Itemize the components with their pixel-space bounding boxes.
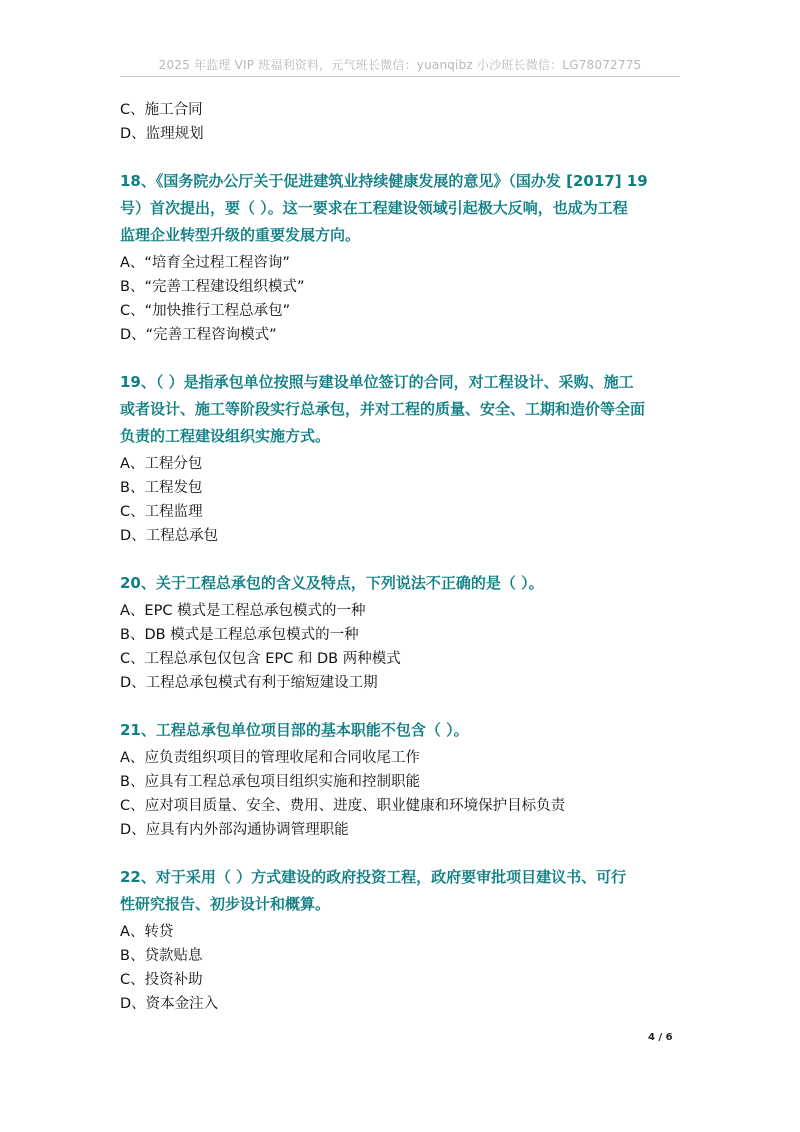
question-stem-line: 19、（ ）是指承包单位按照与建设单位签订的合同，对工程设计、采购、施工 (120, 373, 634, 391)
option-a: A、转贷 (120, 924, 174, 940)
option-d: D、资本金注入 (120, 996, 219, 1012)
question-stem (120, 168, 690, 249)
question-stem-line: 监理企业转型升级的重要发展方向。 (120, 226, 361, 244)
page-number: 4 / 6 (648, 1032, 673, 1043)
question-stem-line: 号）首次提出，要（ ）。这一要求在工程建设领域引起极大反响，也成为工程 (120, 199, 628, 217)
option-d: D、“完善工程咨询模式” (120, 327, 277, 343)
option-d: D、应具有内外部沟通协调管理职能 (120, 822, 349, 838)
question-stem (120, 717, 690, 744)
option-a: A、工程分包 (120, 456, 203, 472)
question-22 (120, 864, 690, 1016)
question-stem (120, 570, 690, 597)
option-a: A、应负责组织项目的管理收尾和合同收尾工作 (120, 750, 420, 766)
option-c: C、“加快推行工程总承包” (120, 303, 291, 319)
question-stem-line: 21、工程总承包单位项目部的基本职能不包含（ ）。 (120, 721, 469, 739)
question-stem (120, 864, 690, 918)
question-19 (120, 369, 690, 548)
option-c: C、工程监理 (120, 504, 203, 520)
option-d: D、监理规划 (120, 126, 204, 142)
option-c: C、投资补助 (120, 972, 203, 988)
question-stem (120, 369, 690, 450)
option-c: C、施工合同 (120, 102, 203, 118)
question-stem-line: 性研究报告、初步设计和概算。 (120, 895, 331, 913)
question-21 (120, 717, 690, 842)
option-b: B、应具有工程总承包项目组织实施和控制职能 (120, 774, 420, 790)
question-18 (120, 168, 690, 347)
question-stem-line: 或者设计、施工等阶段实行总承包，并对工程的质量、安全、工期和造价等全面 (120, 400, 646, 418)
question-stem-line: 22、对于采用（ ）方式建设的政府投资工程，政府要审批项目建议书、可行 (120, 868, 627, 886)
option-d: D、工程总承包模式有利于缩短建设工期 (120, 675, 378, 691)
option-d: D、工程总承包 (120, 528, 219, 544)
option-b: B、“完善工程建设组织模式” (120, 279, 305, 295)
option-c: C、工程总承包仅包含 EPC 和 DB 两种模式 (120, 651, 401, 667)
page-header: 2025 年监理 VIP 班福利资料，元气班长微信：yuanqibz 小沙班长微信：LG78072775 (158, 58, 642, 72)
option-b: B、DB 模式是工程总承包模式的一种 (120, 627, 359, 643)
question-stem-line: 负责的工程建设组织实施方式。 (120, 427, 331, 445)
option-a: A、“培育全过程工程咨询” (120, 255, 290, 271)
question-20 (120, 570, 690, 695)
option-b: B、贷款贴息 (120, 948, 203, 964)
question-stem-line: 20、关于工程总承包的含义及特点，下列说法不正确的是（ ）。 (120, 574, 544, 592)
option-b: B、工程发包 (120, 480, 203, 496)
header-divider (120, 76, 680, 77)
option-a: A、EPC 模式是工程总承包模式的一种 (120, 603, 366, 619)
question-list (120, 98, 690, 1016)
option-c: C、应对项目质量、安全、费用、进度、职业健康和环境保护目标负责 (120, 798, 566, 814)
question-stem-line: 18、《国务院办公厅关于促进建筑业持续健康发展的意见》（国办发 [2017] 19 (120, 172, 648, 190)
previous-question-options (120, 98, 690, 146)
